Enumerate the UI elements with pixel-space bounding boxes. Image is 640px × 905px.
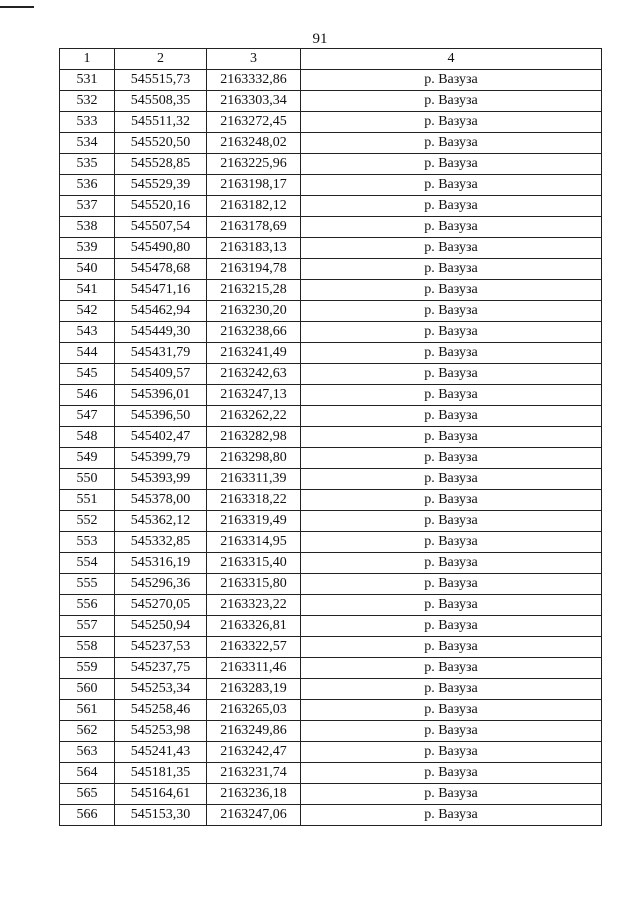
y-coordinate-cell: 2163183,13 xyxy=(207,238,301,259)
x-coordinate-cell: 545402,47 xyxy=(115,427,207,448)
x-coordinate-cell: 545399,79 xyxy=(115,448,207,469)
point-number-cell: 553 xyxy=(60,532,115,553)
y-coordinate-cell: 2163283,19 xyxy=(207,679,301,700)
y-coordinate-cell: 2163247,06 xyxy=(207,805,301,826)
point-number-cell: 532 xyxy=(60,91,115,112)
table-row xyxy=(60,364,602,385)
x-coordinate-cell: 545153,30 xyxy=(115,805,207,826)
x-coordinate-cell: 545396,50 xyxy=(115,406,207,427)
point-number-cell: 543 xyxy=(60,322,115,343)
point-number-cell: 562 xyxy=(60,721,115,742)
description-cell: р. Вазуза xyxy=(301,553,602,574)
y-coordinate-cell: 2163265,03 xyxy=(207,700,301,721)
x-coordinate-cell: 545270,05 xyxy=(115,595,207,616)
y-coordinate-cell: 2163247,13 xyxy=(207,385,301,406)
point-number-cell: 545 xyxy=(60,364,115,385)
description-cell: р. Вазуза xyxy=(301,700,602,721)
table-row xyxy=(60,112,602,133)
y-coordinate-cell: 2163194,78 xyxy=(207,259,301,280)
x-coordinate-cell: 545507,54 xyxy=(115,217,207,238)
y-coordinate-cell: 2163242,63 xyxy=(207,364,301,385)
point-number-cell: 550 xyxy=(60,469,115,490)
point-number-cell: 561 xyxy=(60,700,115,721)
table-row xyxy=(60,154,602,175)
y-coordinate-cell: 2163322,57 xyxy=(207,637,301,658)
x-coordinate-cell: 545181,35 xyxy=(115,763,207,784)
description-cell: р. Вазуза xyxy=(301,469,602,490)
coordinates-table xyxy=(59,48,602,826)
column-header-4: 4 xyxy=(301,49,602,70)
y-coordinate-cell: 2163262,22 xyxy=(207,406,301,427)
x-coordinate-cell: 545296,36 xyxy=(115,574,207,595)
point-number-cell: 531 xyxy=(60,70,115,91)
y-coordinate-cell: 2163231,74 xyxy=(207,763,301,784)
description-cell: р. Вазуза xyxy=(301,721,602,742)
description-cell: р. Вазуза xyxy=(301,322,602,343)
point-number-cell: 534 xyxy=(60,133,115,154)
x-coordinate-cell: 545409,57 xyxy=(115,364,207,385)
table-row xyxy=(60,238,602,259)
point-number-cell: 566 xyxy=(60,805,115,826)
point-number-cell: 537 xyxy=(60,196,115,217)
point-number-cell: 547 xyxy=(60,406,115,427)
y-coordinate-cell: 2163311,46 xyxy=(207,658,301,679)
table-row xyxy=(60,700,602,721)
description-cell: р. Вазуза xyxy=(301,427,602,448)
table-body xyxy=(60,70,602,826)
table-row xyxy=(60,679,602,700)
x-coordinate-cell: 545396,01 xyxy=(115,385,207,406)
y-coordinate-cell: 2163318,22 xyxy=(207,490,301,511)
point-number-cell: 533 xyxy=(60,112,115,133)
table-row xyxy=(60,763,602,784)
description-cell: р. Вазуза xyxy=(301,133,602,154)
point-number-cell: 552 xyxy=(60,511,115,532)
point-number-cell: 558 xyxy=(60,637,115,658)
description-cell: р. Вазуза xyxy=(301,301,602,322)
table-row xyxy=(60,448,602,469)
description-cell: р. Вазуза xyxy=(301,658,602,679)
description-cell: р. Вазуза xyxy=(301,364,602,385)
table-row xyxy=(60,469,602,490)
point-number-cell: 551 xyxy=(60,490,115,511)
table-row xyxy=(60,427,602,448)
y-coordinate-cell: 2163198,17 xyxy=(207,175,301,196)
point-number-cell: 557 xyxy=(60,616,115,637)
point-number-cell: 542 xyxy=(60,301,115,322)
column-header-2: 2 xyxy=(115,49,207,70)
point-number-cell: 560 xyxy=(60,679,115,700)
description-cell: р. Вазуза xyxy=(301,154,602,175)
point-number-cell: 555 xyxy=(60,574,115,595)
description-cell: р. Вазуза xyxy=(301,385,602,406)
table-row xyxy=(60,595,602,616)
description-cell: р. Вазуза xyxy=(301,196,602,217)
description-cell: р. Вазуза xyxy=(301,763,602,784)
x-coordinate-cell: 545241,43 xyxy=(115,742,207,763)
table-row xyxy=(60,511,602,532)
x-coordinate-cell: 545237,75 xyxy=(115,658,207,679)
description-cell: р. Вазуза xyxy=(301,217,602,238)
table-row xyxy=(60,343,602,364)
description-cell: р. Вазуза xyxy=(301,805,602,826)
point-number-cell: 554 xyxy=(60,553,115,574)
table-row xyxy=(60,133,602,154)
y-coordinate-cell: 2163332,86 xyxy=(207,70,301,91)
description-cell: р. Вазуза xyxy=(301,637,602,658)
x-coordinate-cell: 545478,68 xyxy=(115,259,207,280)
x-coordinate-cell: 545253,34 xyxy=(115,679,207,700)
description-cell: р. Вазуза xyxy=(301,742,602,763)
description-cell: р. Вазуза xyxy=(301,259,602,280)
point-number-cell: 546 xyxy=(60,385,115,406)
point-number-cell: 538 xyxy=(60,217,115,238)
table-row xyxy=(60,637,602,658)
y-coordinate-cell: 2163236,18 xyxy=(207,784,301,805)
table-row xyxy=(60,280,602,301)
description-cell: р. Вазуза xyxy=(301,70,602,91)
y-coordinate-cell: 2163249,86 xyxy=(207,721,301,742)
point-number-cell: 541 xyxy=(60,280,115,301)
point-number-cell: 544 xyxy=(60,343,115,364)
point-number-cell: 539 xyxy=(60,238,115,259)
x-coordinate-cell: 545528,85 xyxy=(115,154,207,175)
y-coordinate-cell: 2163303,34 xyxy=(207,91,301,112)
x-coordinate-cell: 545511,32 xyxy=(115,112,207,133)
point-number-cell: 559 xyxy=(60,658,115,679)
x-coordinate-cell: 545462,94 xyxy=(115,301,207,322)
point-number-cell: 536 xyxy=(60,175,115,196)
x-coordinate-cell: 545258,46 xyxy=(115,700,207,721)
x-coordinate-cell: 545378,00 xyxy=(115,490,207,511)
x-coordinate-cell: 545520,16 xyxy=(115,196,207,217)
table-row xyxy=(60,721,602,742)
description-cell: р. Вазуза xyxy=(301,490,602,511)
description-cell: р. Вазуза xyxy=(301,511,602,532)
y-coordinate-cell: 2163319,49 xyxy=(207,511,301,532)
x-coordinate-cell: 545520,50 xyxy=(115,133,207,154)
x-coordinate-cell: 545471,16 xyxy=(115,280,207,301)
x-coordinate-cell: 545253,98 xyxy=(115,721,207,742)
header-row xyxy=(60,49,602,70)
y-coordinate-cell: 2163242,47 xyxy=(207,742,301,763)
y-coordinate-cell: 2163315,40 xyxy=(207,553,301,574)
table-row xyxy=(60,175,602,196)
y-coordinate-cell: 2163298,80 xyxy=(207,448,301,469)
x-coordinate-cell: 545449,30 xyxy=(115,322,207,343)
description-cell: р. Вазуза xyxy=(301,679,602,700)
table-row xyxy=(60,574,602,595)
description-cell: р. Вазуза xyxy=(301,784,602,805)
description-cell: р. Вазуза xyxy=(301,238,602,259)
x-coordinate-cell: 545431,79 xyxy=(115,343,207,364)
x-coordinate-cell: 545508,35 xyxy=(115,91,207,112)
point-number-cell: 563 xyxy=(60,742,115,763)
table-row xyxy=(60,805,602,826)
table-row xyxy=(60,196,602,217)
description-cell: р. Вазуза xyxy=(301,343,602,364)
table-row xyxy=(60,784,602,805)
description-cell: р. Вазуза xyxy=(301,595,602,616)
y-coordinate-cell: 2163248,02 xyxy=(207,133,301,154)
x-coordinate-cell: 545362,12 xyxy=(115,511,207,532)
table-row xyxy=(60,658,602,679)
table-row xyxy=(60,385,602,406)
y-coordinate-cell: 2163272,45 xyxy=(207,112,301,133)
table-row xyxy=(60,259,602,280)
description-cell: р. Вазуза xyxy=(301,616,602,637)
table-row xyxy=(60,616,602,637)
table-row xyxy=(60,322,602,343)
table-row xyxy=(60,406,602,427)
point-number-cell: 556 xyxy=(60,595,115,616)
description-cell: р. Вазуза xyxy=(301,280,602,301)
point-number-cell: 540 xyxy=(60,259,115,280)
table-row xyxy=(60,91,602,112)
x-coordinate-cell: 545529,39 xyxy=(115,175,207,196)
y-coordinate-cell: 2163225,96 xyxy=(207,154,301,175)
table-row xyxy=(60,532,602,553)
page-number: 91 xyxy=(312,31,328,47)
y-coordinate-cell: 2163323,22 xyxy=(207,595,301,616)
description-cell: р. Вазуза xyxy=(301,406,602,427)
table-row xyxy=(60,742,602,763)
point-number-cell: 548 xyxy=(60,427,115,448)
y-coordinate-cell: 2163238,66 xyxy=(207,322,301,343)
y-coordinate-cell: 2163315,80 xyxy=(207,574,301,595)
top-edge-mark xyxy=(0,6,34,8)
description-cell: р. Вазуза xyxy=(301,175,602,196)
table-row xyxy=(60,301,602,322)
y-coordinate-cell: 2163182,12 xyxy=(207,196,301,217)
point-number-cell: 564 xyxy=(60,763,115,784)
x-coordinate-cell: 545316,19 xyxy=(115,553,207,574)
table-row xyxy=(60,217,602,238)
description-cell: р. Вазуза xyxy=(301,91,602,112)
y-coordinate-cell: 2163230,20 xyxy=(207,301,301,322)
description-cell: р. Вазуза xyxy=(301,112,602,133)
point-number-cell: 549 xyxy=(60,448,115,469)
table-row xyxy=(60,490,602,511)
y-coordinate-cell: 2163326,81 xyxy=(207,616,301,637)
point-number-cell: 535 xyxy=(60,154,115,175)
x-coordinate-cell: 545250,94 xyxy=(115,616,207,637)
y-coordinate-cell: 2163311,39 xyxy=(207,469,301,490)
column-header-1: 1 xyxy=(60,49,115,70)
x-coordinate-cell: 545332,85 xyxy=(115,532,207,553)
y-coordinate-cell: 2163282,98 xyxy=(207,427,301,448)
x-coordinate-cell: 545490,80 xyxy=(115,238,207,259)
x-coordinate-cell: 545164,61 xyxy=(115,784,207,805)
y-coordinate-cell: 2163178,69 xyxy=(207,217,301,238)
y-coordinate-cell: 2163241,49 xyxy=(207,343,301,364)
column-header-3: 3 xyxy=(207,49,301,70)
description-cell: р. Вазуза xyxy=(301,574,602,595)
y-coordinate-cell: 2163314,95 xyxy=(207,532,301,553)
table-row xyxy=(60,70,602,91)
y-coordinate-cell: 2163215,28 xyxy=(207,280,301,301)
point-number-cell: 565 xyxy=(60,784,115,805)
x-coordinate-cell: 545515,73 xyxy=(115,70,207,91)
description-cell: р. Вазуза xyxy=(301,532,602,553)
x-coordinate-cell: 545393,99 xyxy=(115,469,207,490)
description-cell: р. Вазуза xyxy=(301,448,602,469)
table-row xyxy=(60,553,602,574)
x-coordinate-cell: 545237,53 xyxy=(115,637,207,658)
